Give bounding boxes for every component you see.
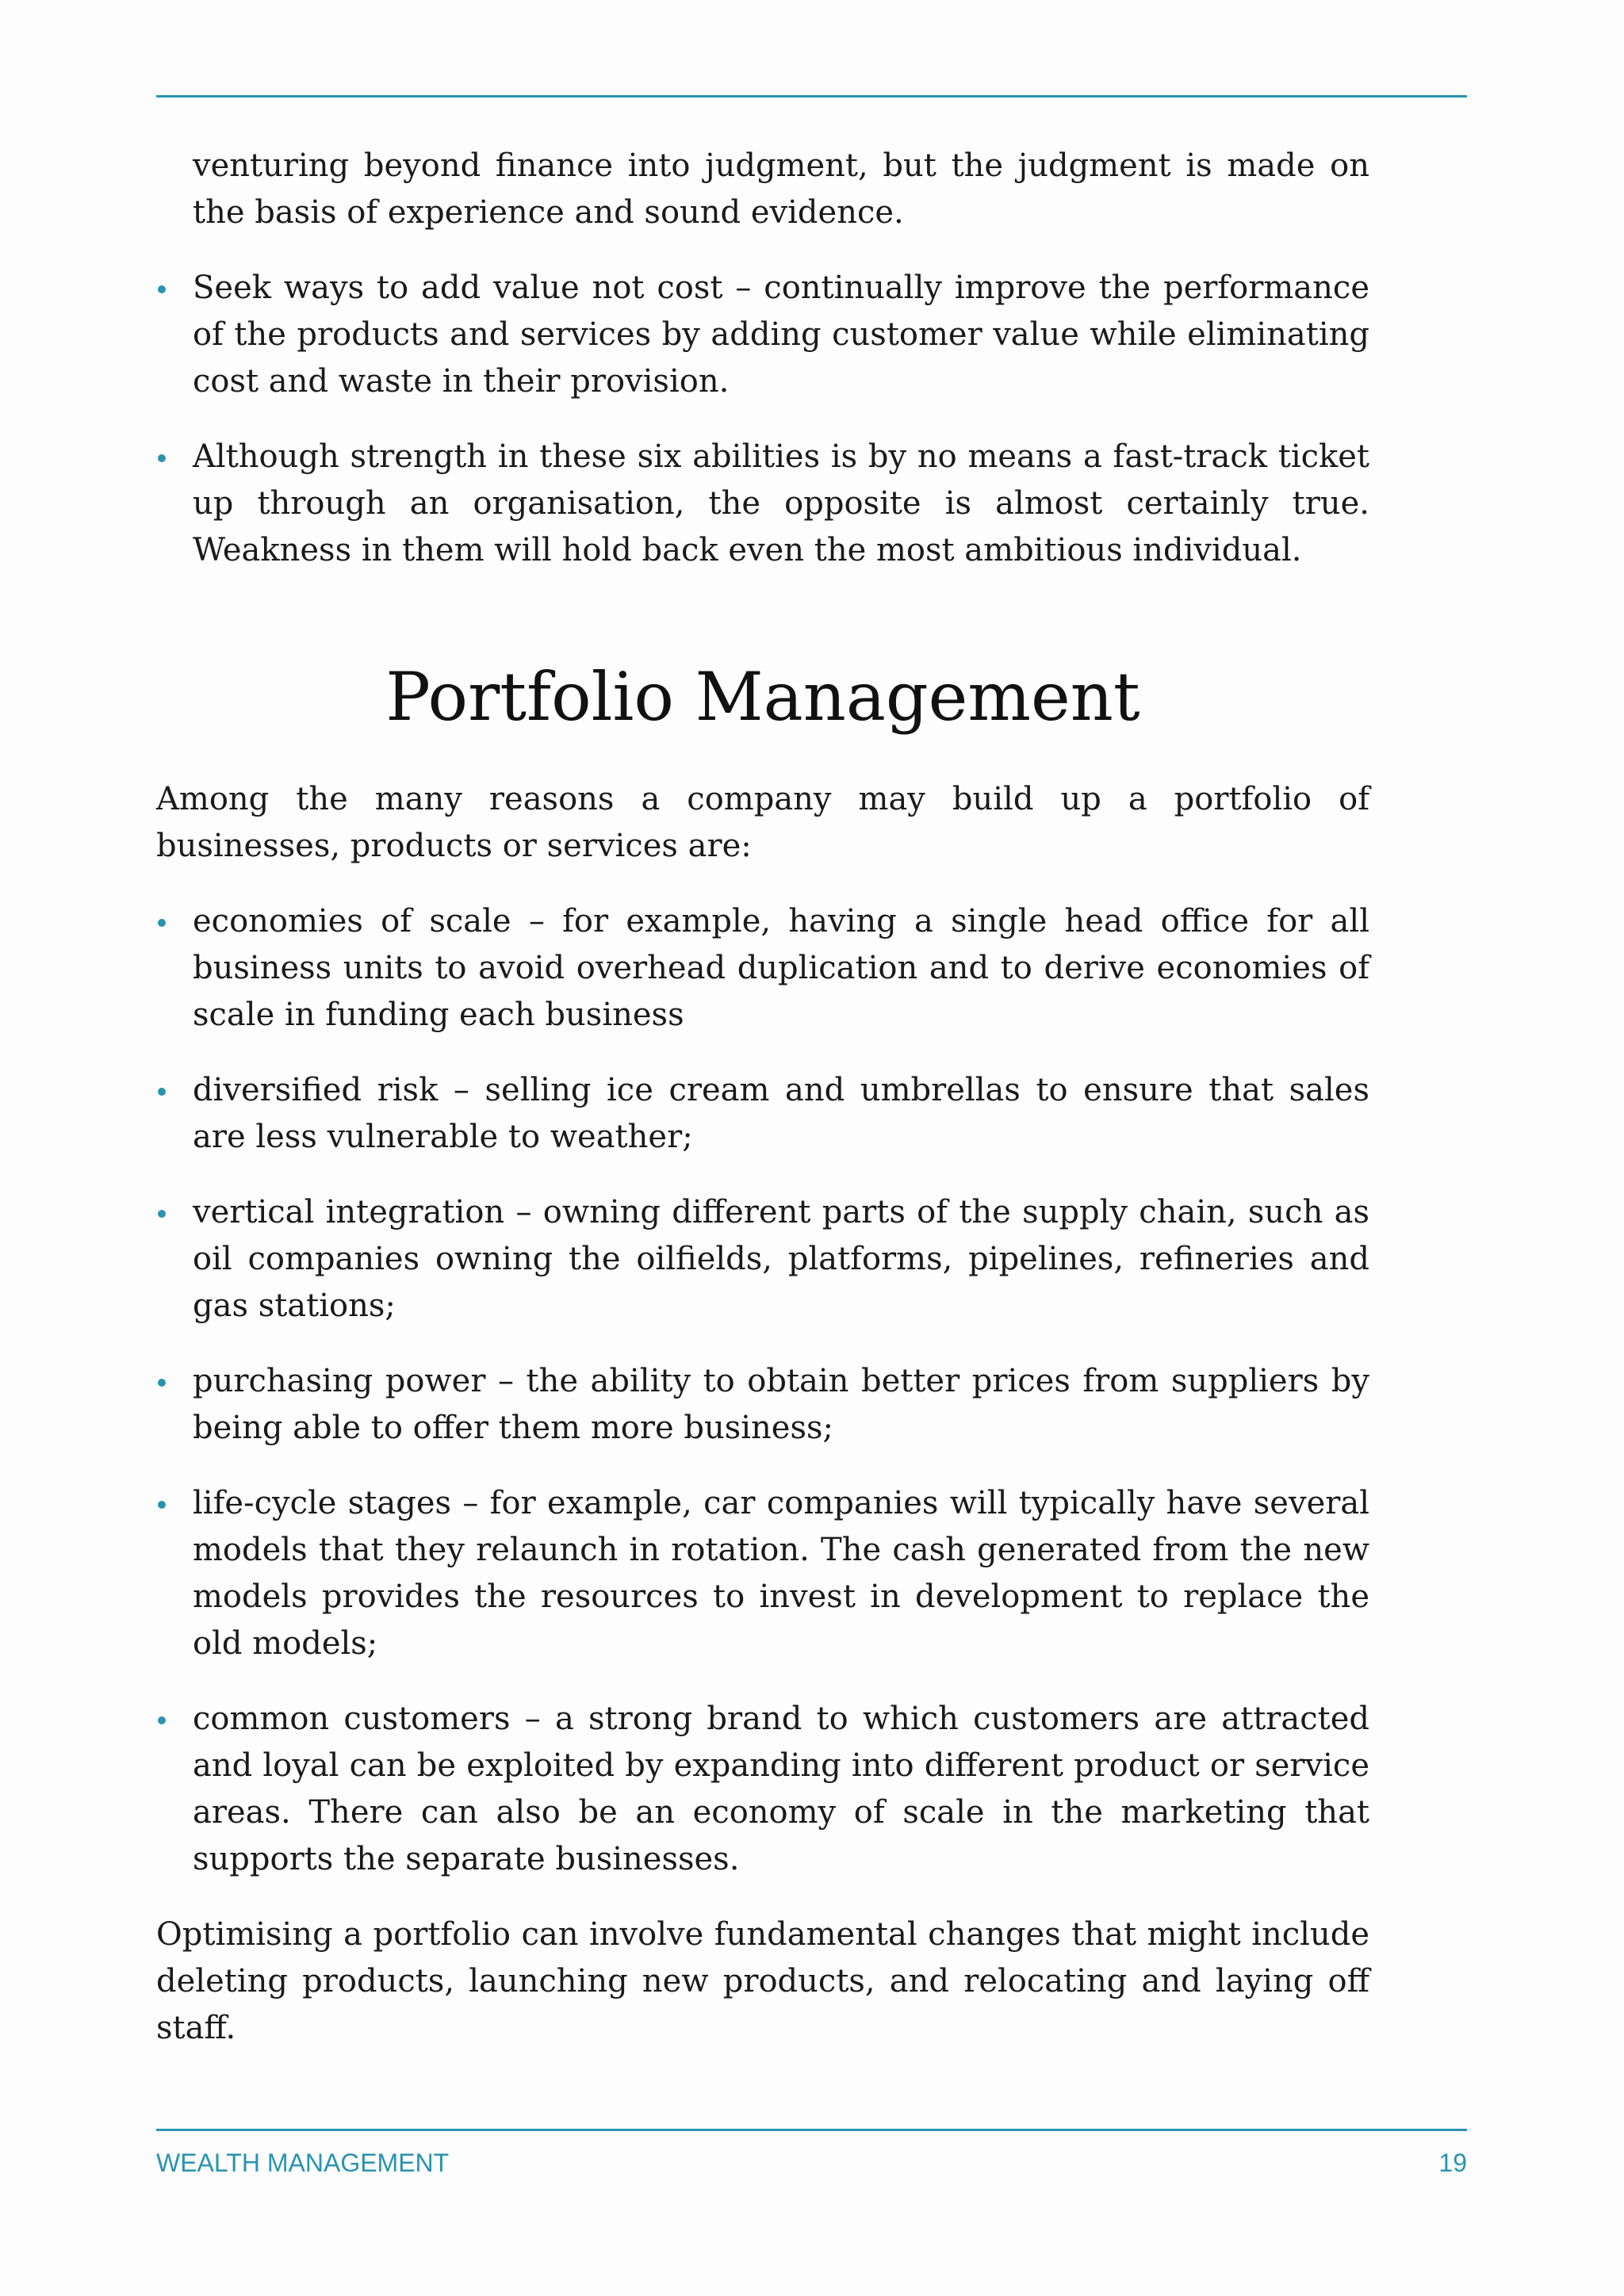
bullet-icon — [158, 454, 166, 462]
list-item-text: economies of scale – for example, having a single head office for all business units to avoid overhead duplication and to derive economies of scale in funding each business — [193, 903, 1369, 1033]
list-item-text: Seek ways to add value not cost – continually improve the performance of the products and services by adding customer value while eliminating cost and waste in their provision. — [193, 270, 1369, 400]
closing-paragraph: Optimising a portfolio can involve fundamental changes that might include deleting products, launching new products, and relocating and laying off staff. — [156, 1916, 1369, 2046]
footer-title: WEALTH MANAGEMENT — [156, 2149, 450, 2177]
list-item — [156, 1358, 1369, 1452]
reasons-bullet-list — [156, 898, 1369, 1883]
page-footer — [156, 2149, 1467, 2178]
page-number: 19 — [1438, 2149, 1467, 2177]
list-item — [156, 1480, 1369, 1667]
list-item — [156, 898, 1369, 1039]
list-item-text: purchasing power – the ability to obtain better prices from suppliers by being able to offer them more business; — [193, 1363, 1369, 1446]
list-item-text: diversified risk – selling ice cream and umbrellas to ensure that sales are less vulnerable to weather; — [193, 1072, 1369, 1155]
header-rule — [156, 95, 1467, 98]
list-item-text: vertical integration – owning different parts of the supply chain, such as oil companies owning the oilfields, platforms, pipelines, refineries and gas stations; — [193, 1194, 1369, 1324]
list-item — [156, 1696, 1369, 1883]
intro-bullet-list — [156, 265, 1369, 574]
bullet-icon — [158, 1088, 166, 1096]
list-item — [156, 1189, 1369, 1330]
bullet-icon — [158, 1210, 166, 1218]
lead-paragraph: Among the many reasons a company may build up a portfolio of businesses, products or services are: — [156, 781, 1369, 864]
page-body — [156, 143, 1369, 2080]
list-item-text: Although strength in these six abilities is by no means a fast-track ticket up through an organisation, the opposite is almost certainly true. Weakness in them will hold back even the most ambitious individual. — [193, 438, 1369, 568]
bullet-icon — [158, 1716, 166, 1724]
footer-rule — [156, 2129, 1467, 2131]
list-item — [156, 1067, 1369, 1161]
section-heading: Portfolio Management — [385, 658, 1140, 736]
list-item-text: common customers – a strong brand to which customers are attracted and loyal can be exploited by expanding into different product or service areas. There can also be an economy of scale in the marketing that supports the separate businesses. — [193, 1701, 1369, 1877]
list-item — [156, 434, 1369, 574]
bullet-icon — [158, 285, 166, 293]
bullet-icon — [158, 919, 166, 927]
bullet-icon — [158, 1379, 166, 1387]
continuation-paragraph: venturing beyond finance into judgment, but the judgment is made on the basis of experience and sound evidence. — [193, 147, 1369, 231]
list-item — [156, 265, 1369, 405]
bullet-icon — [158, 1501, 166, 1509]
list-item-text: life-cycle stages – for example, car companies will typically have several models that they relaunch in rotation. The cash generated from the new models provides the resources to invest in development to replace the old models; — [193, 1485, 1369, 1662]
